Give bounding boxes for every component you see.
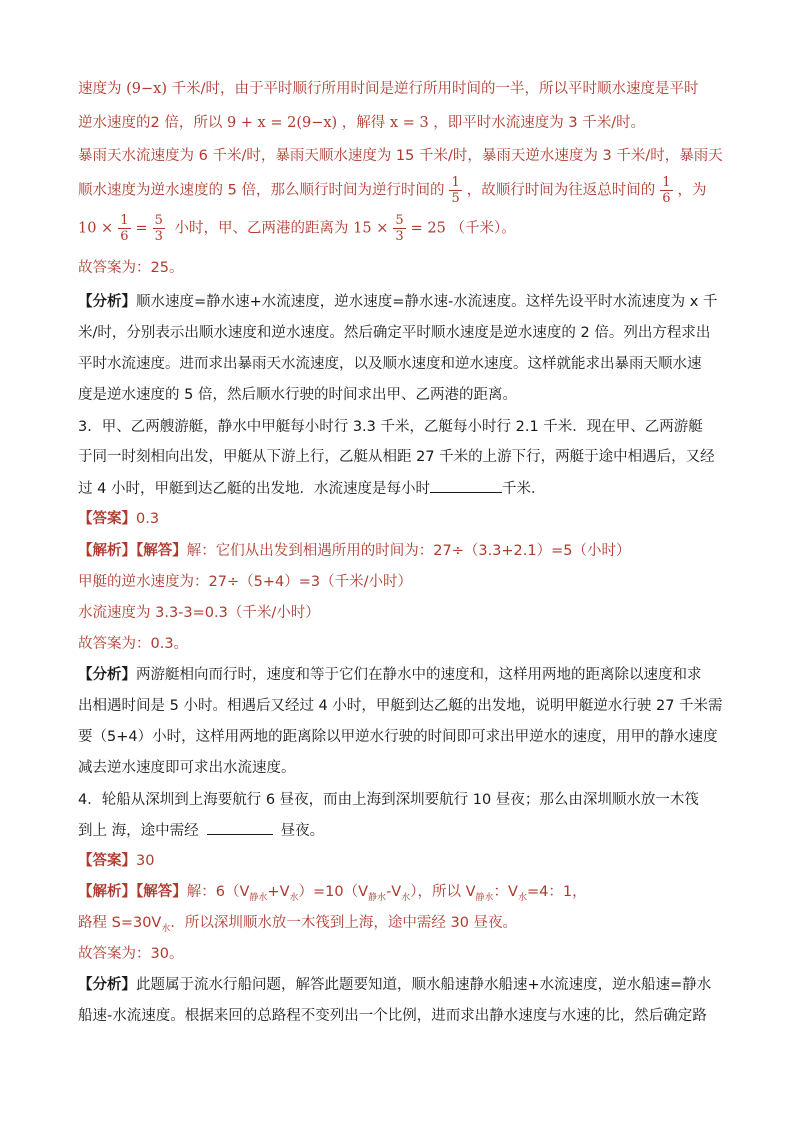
text-run: 顺水速度=静水速+水流速度，逆水速度=静水速-水流速度。这样先设平时水流速度为 x 千 bbox=[136, 294, 718, 310]
subscript: 水 bbox=[161, 923, 171, 934]
answer-blank bbox=[207, 820, 273, 835]
question-3-text: 3．甲、乙两艘游艇，静水中甲艇每小时行 3.3 千米，乙艇每小时行 2.1 千米．现在甲、乙两游艇 bbox=[78, 419, 703, 435]
analysis-line: 度是逆水速度的 5 倍，然后顺水行驶的时间求出甲、乙两港的距离。 bbox=[78, 387, 517, 403]
analysis-line: 要（5+4）小时，这样用两地的距离除以甲逆水行驶的时间即可求出甲逆水的速度，用甲的静水速度 bbox=[78, 729, 718, 745]
answer-blank bbox=[430, 478, 502, 493]
denominator: 3 bbox=[154, 229, 163, 244]
math-equation: x = 3 bbox=[389, 115, 429, 131]
solution-line bbox=[78, 113, 645, 133]
text-run: 顺水速度为逆水速度的 5 倍，那么顺行时间为逆行时间的 bbox=[78, 182, 445, 199]
fraction bbox=[118, 213, 130, 244]
answer-tag: 【答案】 bbox=[78, 853, 136, 869]
question-3-text bbox=[78, 478, 545, 499]
text-run: 解：它们从出发到相遇所用的时间为：27÷（3.3+2.1）=5（小时） bbox=[186, 543, 631, 559]
question-4-text: 4．轮船从深圳到上海要航行 6 昼夜，而由上海到深圳要航行 10 昼夜；那么由深圳顺水放一木筏 bbox=[78, 792, 699, 808]
text-run: 小时，甲、乙两港的距离为 bbox=[169, 220, 354, 237]
solution-line: 甲艇的逆水速度为：27÷（5+4）=3（千米/小时） bbox=[78, 574, 412, 590]
text-run: ），所以 V bbox=[410, 884, 476, 900]
numerator: 1 bbox=[451, 175, 460, 190]
solution-line bbox=[78, 913, 517, 939]
analysis-line: 船速-水流速度。根据来回的总路程不变列出一个比例，进而求出静水速度与水速的比，然后确定路 bbox=[78, 1008, 707, 1024]
subscript: 静水 bbox=[249, 892, 268, 903]
text-run: ，故顺行时间为往返总时间的 bbox=[466, 182, 656, 199]
text-run: 路程 S=30V bbox=[78, 915, 162, 931]
text-run: 过 4 小时，甲艇到达乙艇的出发地．水流速度是每小时 bbox=[78, 481, 430, 497]
text-run: ，解得 bbox=[337, 115, 390, 131]
math-expression: (9−x) bbox=[126, 81, 167, 97]
analysis-line bbox=[78, 665, 702, 685]
subscript: 水 bbox=[517, 892, 527, 903]
solution-line bbox=[78, 882, 587, 908]
text-run: ．所以深圳顺水放一木筏到上海，途中需经 30 昼夜。 bbox=[170, 915, 518, 931]
text-run: =4：1， bbox=[526, 884, 587, 900]
answer-tag: 【答案】 bbox=[78, 511, 136, 527]
numerator: 1 bbox=[662, 175, 671, 190]
answer-value: 0.3 bbox=[136, 511, 160, 527]
math-expression: 15 × bbox=[353, 220, 389, 237]
solution-tag: 【解答】 bbox=[136, 543, 187, 559]
solution-line bbox=[78, 79, 698, 99]
text-run: 千米． bbox=[501, 481, 546, 497]
analysis-tag: 【分析】 bbox=[78, 294, 136, 310]
answer-value: 30 bbox=[136, 853, 155, 869]
subscript: 水 bbox=[289, 892, 299, 903]
numerator: 1 bbox=[120, 213, 129, 228]
subscript: 水 bbox=[401, 892, 411, 903]
text-run: 到上 海，途中需经 bbox=[78, 823, 199, 839]
subscript: 静水 bbox=[368, 892, 387, 903]
math-expression: = 25 bbox=[410, 220, 446, 237]
solution-line: 水流速度为 3.3-3=0.3（千米/小时） bbox=[78, 605, 320, 621]
denominator: 6 bbox=[662, 191, 671, 206]
solution-line bbox=[78, 213, 516, 243]
text-run: 两游艇相向而行时，速度和等于它们在静水中的速度和，这样用两地的距离除以速度和求 bbox=[136, 667, 702, 683]
text-run: -V bbox=[386, 884, 402, 900]
text-run: 逆水速度的2 倍，所以 bbox=[78, 115, 227, 131]
final-answer: 故答案为：25。 bbox=[78, 260, 184, 276]
text-run: 千米/时，由于平时顺行所用时间是逆行所用时间的一半，所以平时顺水速度是平时 bbox=[166, 81, 699, 97]
math-equation: 9 + x = 2(9−x) bbox=[226, 115, 338, 131]
analysis-line: 出相遇时间是 5 小时。相遇后又经过 4 小时，甲艇到达乙艇的出发地，说明甲艇逆水行驶 27 千米需 bbox=[78, 698, 723, 714]
analysis-line: 米/时，分别表示出顺水速度和逆水速度。然后确定平时顺水速度是逆水速度的 2 倍。列出方程求出 bbox=[78, 325, 711, 341]
text-run: 昼夜。 bbox=[280, 823, 325, 839]
text-run: ，为 bbox=[677, 182, 707, 199]
text-run: +V bbox=[267, 884, 290, 900]
numerator: 5 bbox=[154, 213, 163, 228]
analysis-tag: 【分析】 bbox=[78, 667, 136, 683]
solution-line bbox=[78, 541, 631, 561]
text-run: ，即平时水流速度为 3 千米/时。 bbox=[428, 115, 646, 131]
text-run: 速度为 bbox=[78, 81, 127, 97]
question-3-text: 于同一时刻相向出发，甲艇从下游上行，乙艇从相距 27 千米的上游下行，两艇于途中相遇后，又经 bbox=[78, 449, 715, 465]
solution-tag: 【解答】 bbox=[136, 884, 187, 900]
solution-line bbox=[78, 175, 707, 205]
fraction bbox=[393, 213, 405, 244]
denominator: 6 bbox=[120, 229, 129, 244]
denominator: 3 bbox=[395, 229, 404, 244]
text-run: （千米）。 bbox=[445, 220, 516, 237]
solution-line: 暴雨天水流速度为 6 千米/时，暴雨天顺水速度为 15 千米/时，暴雨天逆水速度为 3 千米/时，暴雨天 bbox=[78, 148, 723, 164]
analysis-line bbox=[78, 292, 717, 312]
analysis-line bbox=[78, 975, 711, 995]
numerator: 5 bbox=[395, 213, 404, 228]
text-run: ：V bbox=[493, 884, 518, 900]
text-run: 此题属于流水行船问题，解答此题要知道，顺水船速静水船速+水流速度，逆水船速=静水 bbox=[136, 977, 712, 993]
final-answer: 故答案为：30。 bbox=[78, 946, 184, 962]
analysis-line: 减去逆水速度即可求出水流速度。 bbox=[78, 760, 296, 776]
subscript: 静水 bbox=[475, 892, 494, 903]
solution-tag: 【解析】 bbox=[78, 884, 136, 900]
answer-line bbox=[78, 851, 154, 871]
answer-line bbox=[78, 509, 159, 529]
fraction bbox=[153, 213, 165, 244]
question-4-text bbox=[78, 820, 324, 841]
solution-tag: 【解析】 bbox=[78, 543, 136, 559]
math-expression: = bbox=[135, 220, 148, 237]
denominator: 5 bbox=[451, 191, 460, 206]
fraction bbox=[449, 175, 461, 206]
text-run: ）=10（V bbox=[298, 884, 369, 900]
analysis-tag: 【分析】 bbox=[78, 977, 136, 993]
final-answer: 故答案为：0.3。 bbox=[78, 636, 189, 652]
fraction bbox=[660, 175, 672, 206]
analysis-line: 平时水流速度。进而求出暴雨天水流速度，以及顺水速度和逆水速度。这样就能求出暴雨天顺水速 bbox=[78, 356, 702, 372]
text-run: 解：6（V bbox=[186, 884, 250, 900]
math-expression: 10 × bbox=[78, 220, 114, 237]
